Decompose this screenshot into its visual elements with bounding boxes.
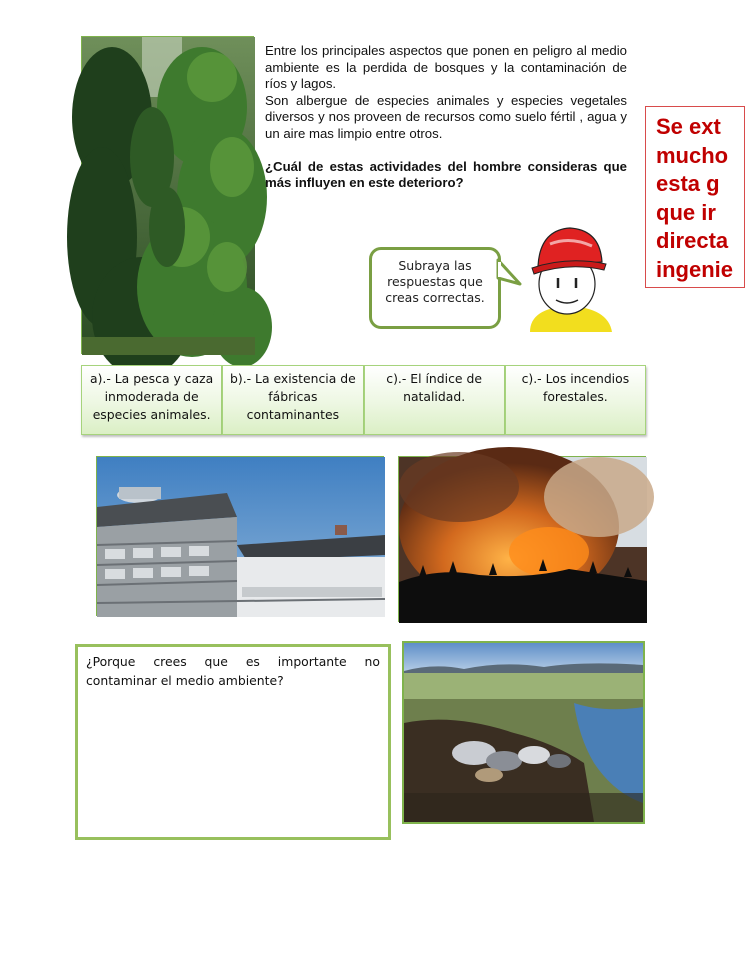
option-b[interactable]	[222, 365, 363, 435]
intro-paragraph-2: Son albergue de especies animales y especies vegetales diversos y nos proveen de recursos como suelo fértil , agua y un aire mas limpio entre otros.	[265, 92, 627, 141]
callout-line: directa	[656, 228, 729, 253]
fire-illustration	[399, 457, 647, 623]
forest-illustration	[82, 37, 255, 355]
open-question-box[interactable]	[75, 644, 391, 840]
bubble-text: Subraya las respuestas que creas correctas.	[385, 258, 485, 305]
factory-illustration	[97, 457, 385, 617]
polluted-water-photo	[402, 641, 645, 824]
option-label: c).- El índice de natalidad.	[386, 371, 482, 404]
worker-cartoon-icon	[520, 222, 618, 332]
red-callout-box	[645, 106, 745, 288]
intro-question: ¿Cuál de estas actividades del hombre consideras que más influyen en este deterioro?	[265, 158, 627, 191]
intro-paragraph-1: Entre los principales aspectos que ponen en peligro al medio ambiente es la perdida de bosques y la contaminación de ríos y lagos.	[265, 43, 627, 92]
open-question-text: ¿Porque crees que es importante no contaminar el medio ambiente?	[86, 654, 380, 688]
callout-line: Se ext	[656, 114, 721, 139]
answer-options-row	[81, 365, 646, 435]
callout-line: que ir	[656, 199, 716, 225]
intro-text	[265, 43, 627, 192]
option-a[interactable]	[81, 365, 222, 435]
forest-fire-photo	[398, 456, 646, 622]
option-c-natalidad[interactable]	[364, 365, 505, 435]
factory-photo	[96, 456, 384, 616]
callout-line: mucho	[656, 142, 729, 168]
option-label: a).- La pesca y caza inmoderada de especies animales.	[89, 371, 214, 422]
option-label: b).- La existencia de fábricas contaminantes	[230, 371, 356, 422]
speech-bubble	[369, 247, 501, 329]
callout-line: ingenie	[656, 256, 734, 282]
pollution-illustration	[404, 643, 643, 822]
option-c-incendios[interactable]	[505, 365, 646, 435]
option-label: c).- Los incendios forestales.	[521, 371, 630, 404]
callout-line: esta g	[656, 171, 720, 196]
forest-photo	[81, 36, 254, 354]
